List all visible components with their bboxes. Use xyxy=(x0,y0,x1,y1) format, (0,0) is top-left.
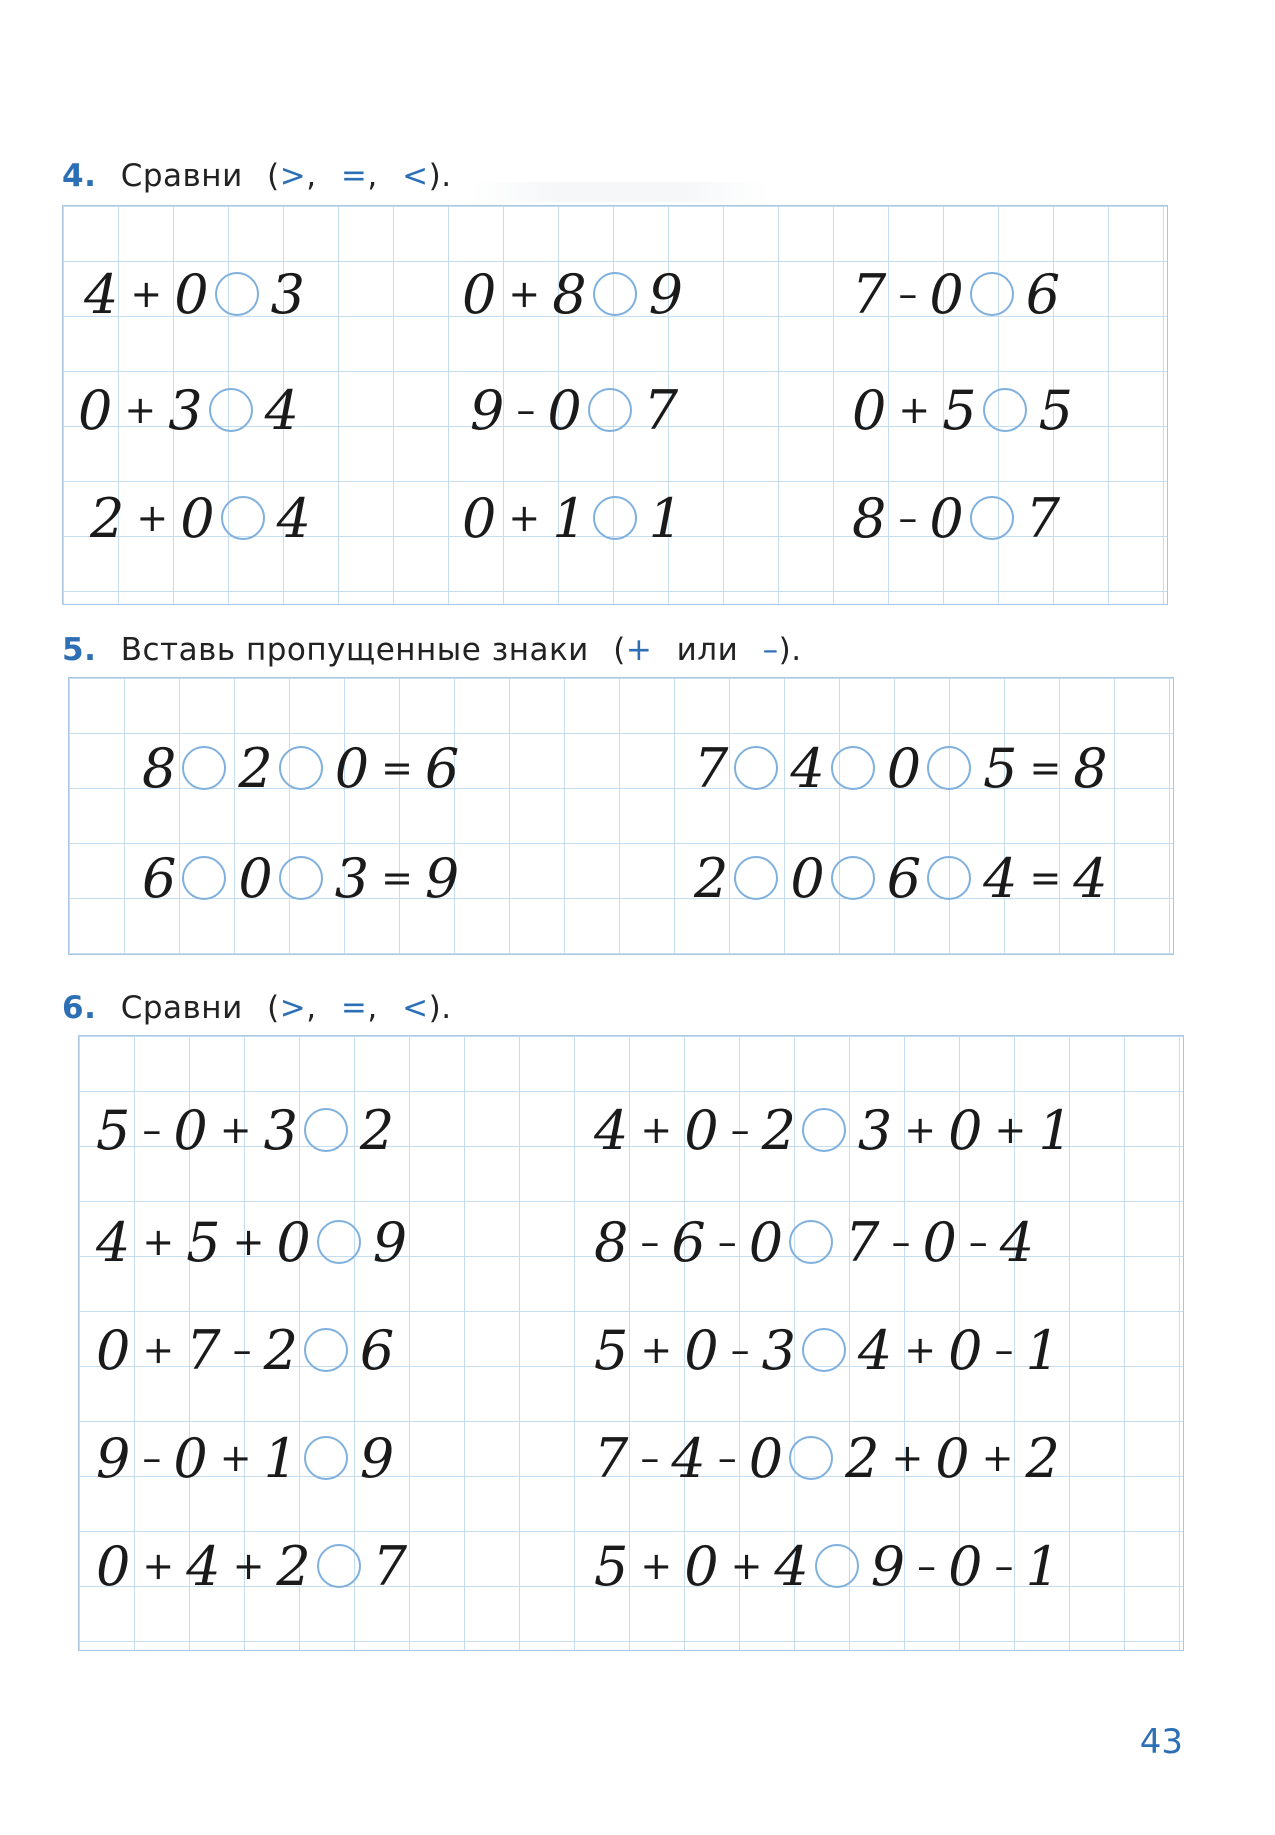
digit: 5 xyxy=(594,1534,629,1598)
operator: – xyxy=(516,388,536,432)
answer-circle[interactable] xyxy=(734,746,778,790)
digit: 4 xyxy=(983,846,1018,910)
exercise-6-expression xyxy=(96,1100,406,1160)
digit: 9 xyxy=(648,262,683,326)
answer-circle[interactable] xyxy=(304,1108,348,1152)
operator: + xyxy=(994,1108,1027,1152)
digit: 0 xyxy=(174,262,209,326)
operator: = xyxy=(1029,746,1062,790)
digit: 9 xyxy=(470,378,505,442)
operator: – xyxy=(730,1108,750,1152)
exercise-6-expression xyxy=(594,1428,1072,1488)
operator: – xyxy=(640,1436,660,1480)
operator: + xyxy=(232,1220,265,1264)
exercise-6-expression xyxy=(96,1536,419,1596)
answer-circle[interactable] xyxy=(588,388,632,432)
digit: 4 xyxy=(276,486,311,550)
digit: 8 xyxy=(1073,736,1108,800)
operator: + xyxy=(136,496,169,540)
operator: + xyxy=(142,1328,175,1372)
digit: 1 xyxy=(648,486,683,550)
digit: 7 xyxy=(1025,486,1061,550)
operator: + xyxy=(142,1544,175,1588)
digit: 0 xyxy=(96,1318,131,1382)
operator: – xyxy=(968,1220,988,1264)
exercise-5-close: ). xyxy=(778,632,802,668)
exercise-5-expression xyxy=(694,738,1120,798)
digit: 5 xyxy=(96,1098,131,1162)
digit: 0 xyxy=(852,378,887,442)
operator: + xyxy=(508,496,541,540)
operator: + xyxy=(904,1108,937,1152)
operator: – xyxy=(898,272,918,316)
answer-circle[interactable] xyxy=(831,746,875,790)
digit: 2 xyxy=(263,1318,298,1382)
digit: 0 xyxy=(462,262,497,326)
digit: 4 xyxy=(84,262,119,326)
answer-circle[interactable] xyxy=(802,1108,846,1152)
answer-circle[interactable] xyxy=(304,1328,348,1372)
operator: + xyxy=(898,388,931,432)
operator: – xyxy=(717,1436,737,1480)
operator: + xyxy=(981,1436,1014,1480)
answer-circle[interactable] xyxy=(831,856,875,900)
digit: 6 xyxy=(142,846,177,910)
exercise-6-expression xyxy=(96,1428,406,1488)
digit: 7 xyxy=(852,262,887,326)
digit: 7 xyxy=(694,736,729,800)
operator: + xyxy=(730,1544,763,1588)
exercise-5-grid xyxy=(68,677,1174,955)
operator: + xyxy=(640,1328,673,1372)
exercise-5-number: 5. xyxy=(62,632,97,668)
exercise-6-comma-2: , xyxy=(367,990,378,1026)
digit: 8 xyxy=(142,736,177,800)
exercise-6-gt: > xyxy=(279,990,307,1026)
exercise-6-expression xyxy=(594,1100,1085,1160)
digit: 7 xyxy=(643,378,679,442)
operator: – xyxy=(917,1544,937,1588)
exercise-4-close: ). xyxy=(428,158,452,194)
answer-circle[interactable] xyxy=(215,272,259,316)
operator: + xyxy=(219,1108,252,1152)
exercise-4-expression xyxy=(78,380,311,440)
exercise-4-comma-2: , xyxy=(367,158,378,194)
exercise-6-expression xyxy=(594,1320,1072,1380)
answer-circle[interactable] xyxy=(593,272,637,316)
digit: 4 xyxy=(774,1534,809,1598)
exercise-6-expression xyxy=(96,1320,406,1380)
digit: 1 xyxy=(1038,1098,1073,1162)
digit: 3 xyxy=(263,1098,298,1162)
digit: 8 xyxy=(594,1210,629,1274)
operator: – xyxy=(142,1436,162,1480)
exercise-5-expression xyxy=(142,848,471,908)
digit: 0 xyxy=(276,1210,311,1274)
operator: + xyxy=(232,1544,265,1588)
answer-circle[interactable] xyxy=(802,1328,846,1372)
digit: 1 xyxy=(1025,1534,1060,1598)
digit: 5 xyxy=(942,378,977,442)
operator: – xyxy=(891,1220,911,1264)
digit: 0 xyxy=(748,1426,784,1490)
digit: 5 xyxy=(983,736,1018,800)
exercise-6-open: ( xyxy=(267,990,280,1026)
digit: 2 xyxy=(694,846,729,910)
operator: + xyxy=(219,1436,252,1480)
digit: 3 xyxy=(761,1318,796,1382)
answer-circle[interactable] xyxy=(970,496,1014,540)
exercise-4-text: Сравни xyxy=(120,158,243,194)
answer-circle[interactable] xyxy=(970,272,1014,316)
exercise-4-expression xyxy=(462,488,695,548)
digit: 3 xyxy=(168,378,203,442)
digit: 0 xyxy=(173,1098,208,1162)
answer-circle[interactable] xyxy=(182,856,226,900)
answer-circle[interactable] xyxy=(983,388,1027,432)
operator: + xyxy=(640,1108,673,1152)
digit: 6 xyxy=(671,1210,706,1274)
digit: 0 xyxy=(922,1210,957,1274)
answer-circle[interactable] xyxy=(317,1220,361,1264)
digit: 0 xyxy=(462,486,497,550)
digit: 2 xyxy=(761,1098,796,1162)
digit: 0 xyxy=(684,1098,719,1162)
operator: + xyxy=(640,1544,673,1588)
digit: 4 xyxy=(594,1098,629,1162)
digit: 8 xyxy=(852,486,887,550)
operator: – xyxy=(640,1220,660,1264)
digit: 4 xyxy=(186,1534,221,1598)
exercise-5-heading xyxy=(62,632,802,668)
digit: 4 xyxy=(999,1210,1035,1274)
answer-circle[interactable] xyxy=(221,496,265,540)
exercise-4-open: ( xyxy=(267,158,280,194)
exercise-6-expression xyxy=(96,1212,419,1272)
digit: 9 xyxy=(372,1210,408,1274)
exercise-6-expression xyxy=(594,1536,1072,1596)
exercise-4-expression xyxy=(462,264,695,324)
operator: + xyxy=(508,272,541,316)
exercise-4-lt: < xyxy=(402,158,429,194)
digit: 5 xyxy=(186,1210,221,1274)
digit: 1 xyxy=(552,486,587,550)
answer-circle[interactable] xyxy=(209,388,253,432)
exercise-4-eq: = xyxy=(340,158,368,194)
page-number: 43 xyxy=(1139,1722,1183,1762)
exercise-5-minus: – xyxy=(762,632,779,668)
operator: = xyxy=(381,746,413,790)
exercise-4-gt: > xyxy=(279,158,307,194)
digit: 6 xyxy=(886,846,922,910)
digit: 7 xyxy=(845,1210,880,1274)
digit: 0 xyxy=(886,736,922,800)
answer-circle[interactable] xyxy=(927,856,971,900)
operator: + xyxy=(130,272,163,316)
scan-smudge xyxy=(470,182,770,202)
digit: 0 xyxy=(173,1426,208,1490)
digit: 0 xyxy=(948,1318,983,1382)
digit: 4 xyxy=(671,1426,706,1490)
digit: 0 xyxy=(684,1534,719,1598)
exercise-6-eq: = xyxy=(340,990,368,1026)
exercise-6-lt: < xyxy=(402,990,429,1026)
operator: = xyxy=(1029,856,1062,900)
digit: 9 xyxy=(870,1534,906,1598)
answer-circle[interactable] xyxy=(182,746,226,790)
exercise-4-expression xyxy=(852,380,1085,440)
digit: 9 xyxy=(424,846,460,910)
exercise-5-plus: + xyxy=(625,632,653,668)
digit: 4 xyxy=(790,736,825,800)
digit: 0 xyxy=(547,378,582,442)
digit: 0 xyxy=(929,262,964,326)
digit: 1 xyxy=(1025,1318,1060,1382)
digit: 2 xyxy=(276,1534,311,1598)
digit: 3 xyxy=(270,262,305,326)
exercise-4-expression xyxy=(470,380,690,440)
exercise-4-expression xyxy=(84,264,317,324)
operator: + xyxy=(142,1220,175,1264)
digit: 0 xyxy=(78,378,113,442)
digit: 2 xyxy=(359,1098,395,1162)
operator: – xyxy=(994,1544,1014,1588)
exercise-6-close: ). xyxy=(428,990,452,1026)
digit: 0 xyxy=(96,1534,131,1598)
exercise-4-comma-1: , xyxy=(306,158,317,194)
exercise-6-comma-1: , xyxy=(306,990,317,1026)
answer-circle[interactable] xyxy=(279,746,323,790)
answer-circle[interactable] xyxy=(279,856,323,900)
digit: 4 xyxy=(857,1318,893,1382)
operator: – xyxy=(142,1108,162,1152)
operator: + xyxy=(891,1436,924,1480)
digit: 7 xyxy=(372,1534,408,1598)
digit: 9 xyxy=(359,1426,395,1490)
digit: 2 xyxy=(238,736,273,800)
operator: + xyxy=(124,388,157,432)
digit: 2 xyxy=(1025,1426,1060,1490)
digit: 6 xyxy=(1025,262,1061,326)
operator: – xyxy=(717,1220,737,1264)
digit: 5 xyxy=(1038,378,1073,442)
exercise-4-expression xyxy=(852,264,1072,324)
answer-circle[interactable] xyxy=(593,496,637,540)
digit: 0 xyxy=(334,736,370,800)
operator: + xyxy=(904,1328,937,1372)
digit: 9 xyxy=(96,1426,131,1490)
exercise-5-expression xyxy=(694,848,1120,908)
exercise-4-expression xyxy=(852,488,1072,548)
exercise-5-text: Вставь пропущенные знаки xyxy=(120,632,589,668)
digit: 0 xyxy=(790,846,825,910)
digit: 0 xyxy=(929,486,964,550)
digit: 7 xyxy=(186,1318,221,1382)
digit: 0 xyxy=(948,1534,983,1598)
exercise-4-heading xyxy=(62,158,452,194)
digit: 6 xyxy=(359,1318,395,1382)
digit: 2 xyxy=(90,486,125,550)
digit: 2 xyxy=(845,1426,880,1490)
answer-circle[interactable] xyxy=(789,1220,833,1264)
digit: 0 xyxy=(748,1210,784,1274)
exercise-4-expression xyxy=(90,488,323,548)
operator: – xyxy=(994,1328,1014,1372)
digit: 4 xyxy=(264,378,299,442)
digit: 6 xyxy=(424,736,460,800)
digit: 5 xyxy=(594,1318,629,1382)
operator: – xyxy=(898,496,918,540)
digit: 7 xyxy=(594,1426,629,1490)
exercise-6-number: 6. xyxy=(62,990,97,1026)
answer-circle[interactable] xyxy=(734,856,778,900)
answer-circle[interactable] xyxy=(317,1544,361,1588)
operator: – xyxy=(232,1328,252,1372)
exercise-4-number: 4. xyxy=(62,158,97,194)
exercise-6-text: Сравни xyxy=(120,990,243,1026)
answer-circle[interactable] xyxy=(815,1544,859,1588)
exercise-5-expression xyxy=(142,738,471,798)
exercise-6-expression xyxy=(594,1212,1046,1272)
exercise-6-heading xyxy=(62,990,452,1026)
answer-circle[interactable] xyxy=(927,746,971,790)
digit: 3 xyxy=(857,1098,893,1162)
digit: 0 xyxy=(238,846,273,910)
digit: 0 xyxy=(180,486,215,550)
operator: – xyxy=(730,1328,750,1372)
answer-circle[interactable] xyxy=(304,1436,348,1480)
exercise-5-or: или xyxy=(676,632,739,668)
digit: 4 xyxy=(96,1210,131,1274)
exercise-5-open: ( xyxy=(613,632,626,668)
digit: 1 xyxy=(263,1426,298,1490)
digit: 4 xyxy=(1073,846,1108,910)
answer-circle[interactable] xyxy=(789,1436,833,1480)
digit: 0 xyxy=(948,1098,983,1162)
operator: = xyxy=(381,856,413,900)
digit: 3 xyxy=(334,846,370,910)
digit: 0 xyxy=(684,1318,719,1382)
digit: 8 xyxy=(552,262,587,326)
digit: 0 xyxy=(935,1426,970,1490)
